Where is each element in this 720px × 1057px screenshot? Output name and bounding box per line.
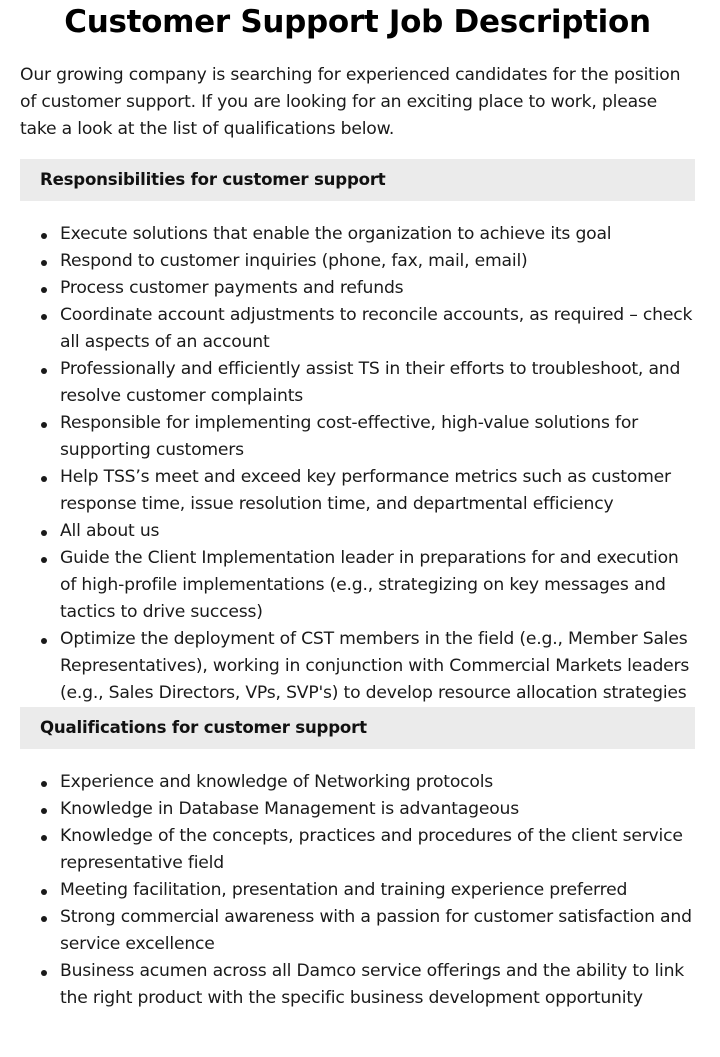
page-title: Customer Support Job Description bbox=[64, 4, 651, 40]
list-item: Responsible for implementing cost-effective, high-value solutions for supporting customers bbox=[60, 410, 695, 464]
intro-paragraph: Our growing company is searching for experienced candidates for the position of customer support. If you are looking for an exciting place to work, please take a look at the list of qualifications below. bbox=[20, 65, 681, 139]
list-item: All about us bbox=[60, 518, 695, 545]
qualifications-list bbox=[20, 769, 695, 1012]
list-item: Help TSS’s meet and exceed key performance metrics such as customer response time, issue resolution time, and departmental efficiency bbox=[60, 464, 695, 518]
responsibilities-header: Responsibilities for customer support bbox=[20, 159, 695, 201]
list-item: Optimize the deployment of CST members in the field (e.g., Member Sales Representatives), working in conjunction with Commercial Markets leaders (e.g., Sales Directors, VPs, SVP's) to develop resource allocation strategies bbox=[60, 626, 695, 707]
list-item: Respond to customer inquiries (phone, fax, mail, email) bbox=[60, 248, 695, 275]
responsibilities-list bbox=[20, 221, 695, 707]
list-item: Process customer payments and refunds bbox=[60, 275, 695, 302]
list-item: Execute solutions that enable the organization to achieve its goal bbox=[60, 221, 695, 248]
list-item: Business acumen across all Damco service offerings and the ability to link the right product with the specific business development opportunity bbox=[60, 958, 695, 1012]
list-item: Meeting facilitation, presentation and training experience preferred bbox=[60, 877, 695, 904]
list-item: Knowledge of the concepts, practices and procedures of the client service representative field bbox=[60, 823, 695, 877]
list-item: Knowledge in Database Management is advantageous bbox=[60, 796, 695, 823]
qualifications-header: Qualifications for customer support bbox=[20, 707, 695, 749]
list-item: Coordinate account adjustments to reconcile accounts, as required – check all aspects of an account bbox=[60, 302, 695, 356]
list-item: Strong commercial awareness with a passion for customer satisfaction and service excellence bbox=[60, 904, 695, 958]
list-item: Professionally and efficiently assist TS in their efforts to troubleshoot, and resolve customer complaints bbox=[60, 356, 695, 410]
list-item: Experience and knowledge of Networking protocols bbox=[60, 769, 695, 796]
list-item: Guide the Client Implementation leader in preparations for and execution of high-profile implementations (e.g., strategizing on key messages and tactics to drive success) bbox=[60, 545, 695, 626]
